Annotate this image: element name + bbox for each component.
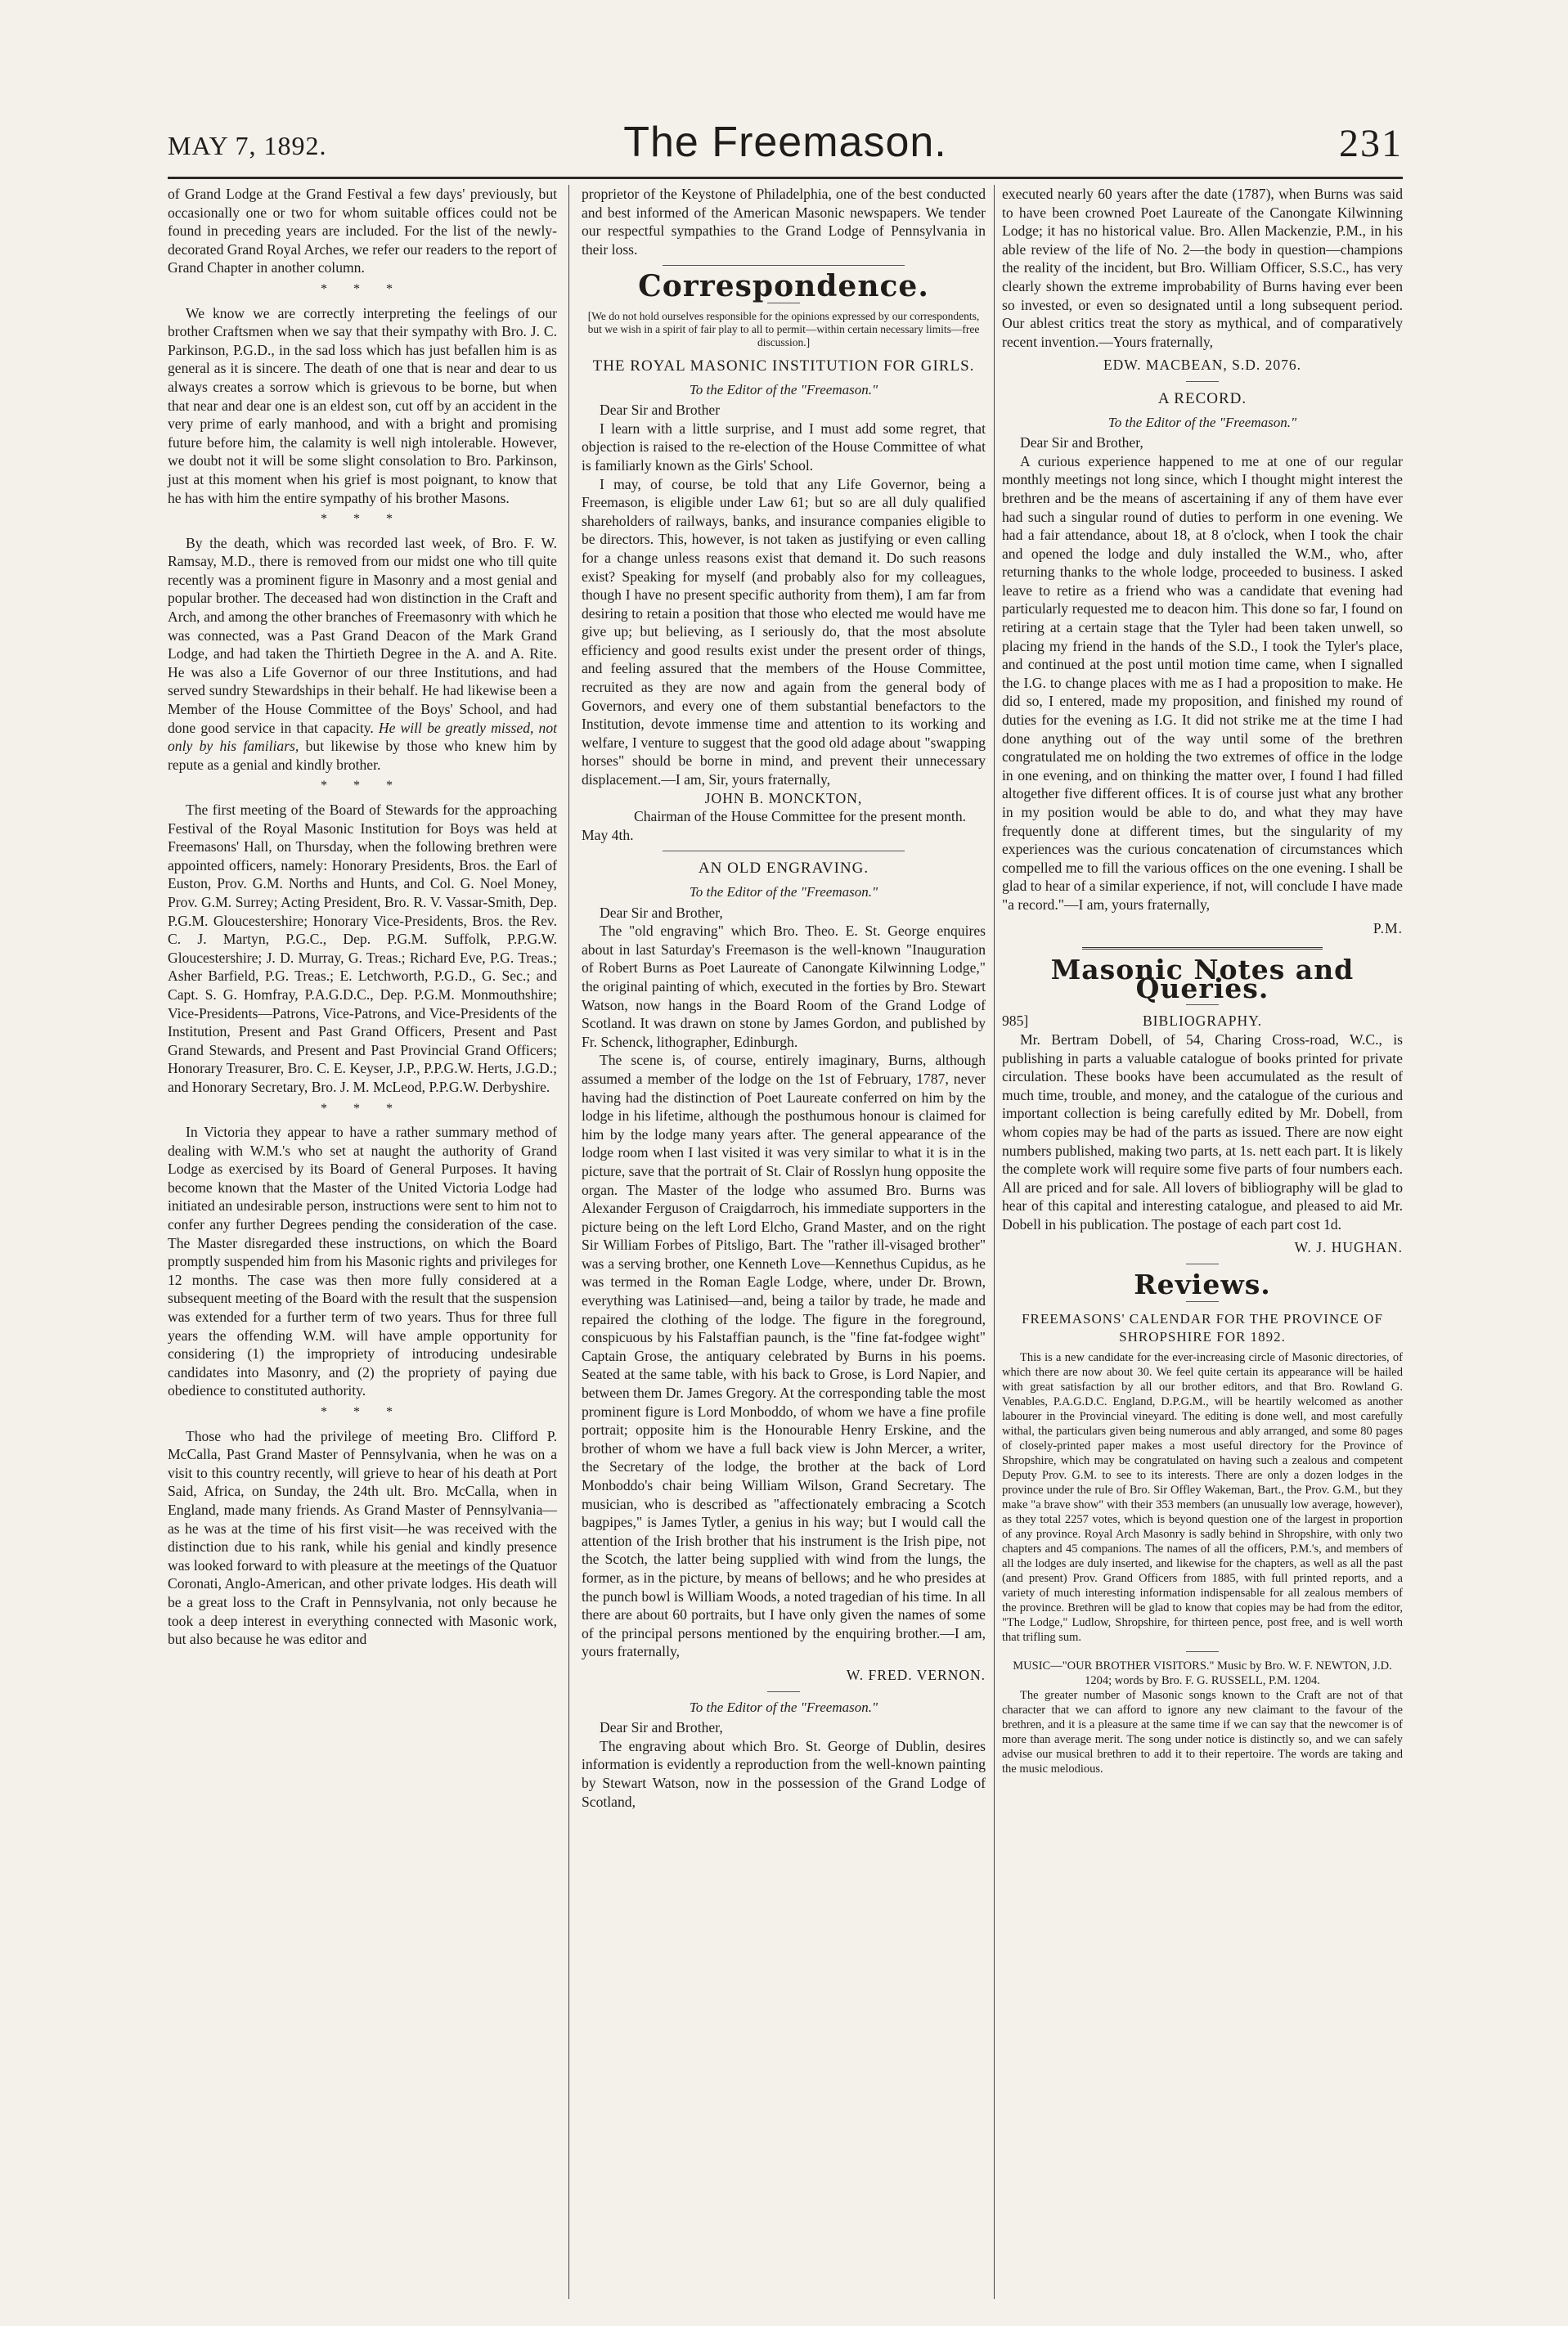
column-rule-2 <box>994 185 995 2299</box>
review-paragraph: This is a new candidate for the ever-increasing circle of Masonic directories, of which there are now about 30. We feel quite certain its appearance will be hailed with great satisfaction by all our brother editors, and that Bro. Rowland G. Venables, P.A.G.D.C. England, D.P.G.M., will be heartily welcomed as another labourer in the Provincial vineyard. The editing is done well, and most carefully withal, the particulars given being numerous and ably arranged, and some 80 pages of closely-printed paper makes a most useful directory for the Province of Shropshire, which may be congratulated on having such a zealous and competent Deputy Prov. G.M. to see to its interests. There are only a dozen lodges in the province under the rule of Bro. Sir Offley Wakeman, Bart., the Prov. G.M., but they make "a brave show" with their 353 members (an unusually low average, however), as they total 2257 votes, which is beyond question one of the largest in proportion of any province. Royal Arch Masonry is sadly behind in Shropshire, with only two chapters and 45 companions. The names of all the officers, P.M.'s, and members of all the lodges are duly inserted, and likewise for the chapters, as well as all the past (and present) Prov. Grand Officers from 1885, with full printed reports, and a variety of much interesting information indispensable for all zealous members of the province. Brethren will be glad to know that copies may be had from the editor, "The Lodge," Ludlow, Shropshire, for thirteen pence, post free, and is well worth that trifling sum. <box>1002 1350 1403 1644</box>
page-header <box>168 119 1403 173</box>
letter-addressee: To the Editor of the "Freemason." <box>689 381 878 397</box>
letter-salutation: Dear Sir and Brother, <box>600 1719 723 1736</box>
column-3 <box>1002 185 1403 1776</box>
review-heading-calendar: FREEMASONS' CALENDAR FOR THE PROVINCE OF SHROPSHIRE FOR 1892. <box>1022 1310 1383 1345</box>
letter-addressee: To the Editor of the "Freemason." <box>689 884 878 900</box>
issue-date: MAY 7, 1892. <box>168 131 327 160</box>
paragraph-victoria: In Victoria they appear to have a rather summary method of dealing with W.M.'s who set at naught the authority of Grand Lodge as exercised by its Board of General Purposes. It having become known that the Master of the United Victoria Lodge had initiated an undesirable person, instructions were sent to him not to confer any further Degrees pending the consideration of the case. The Master disregarded these instructions, on which the Board promptly suspended him from his Masonic rights and privileges for 12 months. The case was then more fully considered at a subsequent meeting of the Board with the result that the suspension was extended for a further term of two years. Thus for three full years the offending W.M. will have ample opportunity for considering (1) the impropriety of introducing undesirable candidates into Masonry, and (2) the propriety of paying due obedience to constituted authority. <box>168 1124 557 1399</box>
letter-paragraph: executed nearly 60 years after the date (1787), when Burns was said to have been crowned Poet Laureate of the Canongate Kilwinning Lodge; it has no historical value. Bro. Allen Mackenzie, P.M., in his able review of the life of No. 2—the body in question—champions the reality of the incident, but Bro. William Officer, S.S.C., has very clearly shown the extreme improbability of Burns having ever been so invested, or even so designated until a long subsequent period. Our ablest critics treat the story as mythical, and of comparatively recent invention.—Yours fraternally, <box>1002 186 1403 350</box>
section-heading-reviews: Reviews. <box>1134 1269 1271 1301</box>
star-divider: * * * <box>321 779 404 793</box>
divider <box>1186 1651 1219 1652</box>
editor-disclaimer: [We do not hold ourselves responsible for the opinions expressed by our correspondents, but we wish in a spirit of fair play to all to permit—within certain necessary limits—free discussion.] <box>587 309 980 348</box>
letter-signature: P.M. <box>1373 919 1403 936</box>
letter-date: May 4th. <box>582 826 634 843</box>
column-2 <box>582 185 986 1811</box>
double-rule <box>1082 947 1323 950</box>
letter-salutation: Dear Sir and Brother, <box>1020 434 1143 451</box>
letter-signature: W. FRED. VERNON. <box>846 1666 986 1683</box>
query-signature: W. J. HUGHAN. <box>1294 1239 1403 1256</box>
query-number: 985] <box>1002 1013 1029 1030</box>
star-divider: * * * <box>321 281 404 296</box>
query-title: BIBLIOGRAPHY. <box>1142 1013 1263 1030</box>
query-heading <box>1002 1012 1403 1031</box>
column-1 <box>168 185 557 1649</box>
signer-role: Chairman of the House Committee for the present month. <box>633 808 967 825</box>
masthead-title: The Freemason. <box>623 119 947 166</box>
section-heading-correspondence: Correspondence. <box>638 269 929 304</box>
page-number: 231 <box>1339 122 1403 165</box>
letter-paragraph: The "old engraving" which Bro. Theo. E. St. George enquires about in last Saturday's Freemason is the well-known "Inauguration of Robert Burns as Poet Laureate of Canongate Kilwinning Lodge," the original painting of which, executed in the forties by Bro. Stewart Watson, now hangs in the Board Room of the Grand Lodge of Scotland. It was drawn on stone by James Gordon, and published by Fr. Schenck, lithographer, Edinburgh. <box>582 923 986 1050</box>
letter-signature: EDW. MACBEAN, S.D. 2076. <box>1103 357 1302 374</box>
paragraph-board-of-stewards: The first meeting of the Board of Stewards for the approaching Festival of the Royal Masonic Institution for Boys was held at Freemasons' Hall, on Thursday, when the following brethren were appointed officers, namely: Honorary Presidents, Bros. the Earl of Euston, Prov. G.M. Norths and Hunts, and Col. G. Noel Money, Prov. G.M. Surrey; Acting President, Bro. R. V. Vassar-Smith, Dep. P.G.M. Gloucestershire; Honorary Vice-Presidents, Bros. the Rev. C. J. Martyn, P.G.C., Dep. P.G.M. Suffolk, P.P.G.W. Gloucestershire; J. D. Murray, G. Treas.; Richard Eve, P.G. Treas.; Asher Barfield, P.G. Treas.; E. Letchworth, P.G.D., G. Sec.; and Capt. S. G. Homfray, P.A.G.D.C., Dep. P.G.M. Monmouthshire; Vice-Presidents—Patrons, Vice-Patrons, and Vice-Presidents of the Institution, Present and Past Grand Officers, Present and Past Grand Stewards, and Present and Past Provincial Grand Officers; Honorary Treasurer, Bro. C. E. Keyser, J.P., P.P.G.W. Herts, J.G.D.; and Honorary Secretary, Bro. J. M. McLeod, P.P.G.W. Derbyshire. <box>168 802 557 1095</box>
letter-addressee: To the Editor of the "Freemason." <box>1107 414 1297 430</box>
star-divider: * * * <box>321 512 404 527</box>
letter-salutation: Dear Sir and Brother <box>600 402 721 419</box>
divider <box>1186 1004 1219 1005</box>
review-paragraph: The greater number of Masonic songs known to the Craft are not of that character that we can afford to ignore any new claimant to the favour of the brethren, and it is a pleasure at the same time if we can say that the newcomer is of more than average merit. The song under notice is distinctly so, and we can safely advise our musical brethren to add it to their repertoire. The words are taking and the music melodious. <box>1002 1688 1403 1776</box>
letter-addressee: To the Editor of the "Freemason." <box>689 1699 878 1715</box>
letter-paragraph: A curious experience happened to me at one of our regular monthly meetings not long since, which I thought might interest the brethren and be the means of ascertaining if any of them have ever had such a singular round of duties to perform in one evening. We had a fair attendance, about 18, at 8 o'clock, when I took the chair and opened the lodge and duly installed the W.M., who, after returning thanks to the whole lodge, proceeded to business. I asked leave to retire as a friend who was a candidate that evening had particularly requested me to deacon him. This done so far, I found on retiring at a certain stage that the Tyler had been taken unwell, so placing my friend in the hands of the S.D., I took the Tyler's place, and continued at the post until motion time came, when I signalled the I.G. to change places with me as I had a proposition to make. He did so, I entered, made my proposition, and finished my round of duties for the evening as I.G. It did not strike me at the time I had done anything out of the way until some of the brethren congratulated me on holding the two extremes of office in the lodge in one evening, and on thinking the matter over, I found I had filled altogether five different offices. It is of course just what any brother in my position would be able to do, and what they may have frequently done at different times, but the singularity of my experiences was the curious concatenation of circumstances which compelled me to fill the various offices on the one evening. I shall be glad to hear of a similar experience, if not, will conclude I have made "a record."—I am, yours fraternally, <box>1002 452 1403 913</box>
paragraph-grand-lodge: of Grand Lodge at the Grand Festival a few days' previously, but occasionally one or two for whom suitable offices could not be found in preceding years are included. For the list of the newly-decorated Grand Royal Arches, we refer our readers to the report of Grand Chapter in another column. <box>168 186 557 276</box>
letter-paragraph: The engraving about which Bro. St. George of Dublin, desires information is evidently a reproduction from the well-known painting by Stewart Watson, now in the possession of the Grand Lodge of Scotland, <box>582 1737 986 1810</box>
ramsay-end: but likewise by those who knew him by repute as a genial and kindly brother. <box>168 738 557 773</box>
letter-paragraph: I learn with a little surprise, and I must add some regret, that objection is raised to the re-election of the House Committee of what is familiarly known as the Girls' School. <box>582 420 986 474</box>
divider <box>767 1691 800 1692</box>
divider <box>1186 381 1219 382</box>
letter-signature: JOHN B. MONCKTON, <box>704 789 863 806</box>
divider <box>663 265 905 266</box>
letter-heading-record: A RECORD. <box>1157 389 1247 407</box>
ramsay-italic: He will be greatly missed, not only by his familiars, <box>168 719 558 755</box>
divider <box>1186 1301 1219 1302</box>
letter-heading-girls-institution: THE ROYAL MASONIC INSTITUTION FOR GIRLS. <box>592 357 975 375</box>
paragraph-mccalla: Those who had the privilege of meeting Bro. Clifford P. McCalla, Past Grand Master of Pennsylvania, when he was on a visit to this country recently, will grieve to hear of his death at Port Said, Africa, on Sunday, the 24th ult. Bro. McCalla, when in England, made many friends. As Grand Master of Pennsylvania—as he was at the time of his first visit—he was received with the distinction due to his rank, while his genial and kindly presence was looked forward to with pleasure at the meetings of the Quatuor Coronati, Anglo-American, and other private lodges. His death will be a great loss to the Craft in Pennsylvania, not only because he took a deep interest in everything connected with Masonic work, but also because he was editor and <box>168 1427 557 1648</box>
paragraph-ramsay <box>168 534 557 775</box>
column-rule-1 <box>568 185 569 2299</box>
header-rule <box>168 177 1403 179</box>
letter-salutation: Dear Sir and Brother, <box>600 904 723 921</box>
letter-paragraph: I may, of course, be told that any Life Governor, being a Freemason, is eligible under Law 61; but so are all duly qualified shareholders of railways, banks, and insurance companies eligible to be directors. This, however, is not taken as justifying or even calling for a change unless reasons exist that demand it. Do such reasons exist? Speaking for myself (and probably also for my colleagues, though I have no present specific authority from them), I am far from desiring to retain a position that those who elected me would have me give up; but believing, as I seriously do, that the most absolute efficiency and good results exist under the present order of things, and feeling assured that the members of the House Committee, recruited as they are now and again from the general body of Governors, and every one of them substantial benefactors to the Institution, devote immense time and attention to its working and welfare, I venture to suggest that the good old adage about "swapping horses" should be borne in mind, and prevent their unnecessary displacement.—I am, Sir, yours fraternally, <box>582 475 986 788</box>
paragraph-keystone: proprietor of the Keystone of Philadelphia, one of the best conducted and best informed of the American Masonic newspapers. We tender our respectful sympathies to the Grand Lodge of Pennsylvania in their loss. <box>582 186 986 258</box>
query-paragraph: Mr. Bertram Dobell, of 54, Charing Cross-road, W.C., is publishing in parts a valuable catalogue of books printed for private circulation. These books have been accumulated as the result of much time, trouble, and money, and the catalogue of the curious and important collection is being carefully edited by Mr. Dobell, from whom copies may be had of the parts as issued. There are now eight numbers published, making two parts, at 1s. nett each part. It is likely the complete work will require some five parts of four numbers each. All are priced and for sale. All lovers of bibliography will be glad to hear of this capital and interesting catalogue, and pleased to aid Mr. Dobell in his publication. The postage of each part cost 1d. <box>1002 1031 1403 1233</box>
star-divider: * * * <box>321 1101 404 1116</box>
ramsay-text: By the death, which was recorded last week, of Bro. F. W. Ramsay, M.D., there is removed from our midst one who till quite recently was a prominent figure in Masonry and a most genial and popular brother. The deceased had won distinction in the Craft and Arch, and among the other branches of Freemasonry with which he was connected, was a Past Grand Deacon of the Mark Grand Lodge, and had taken the Thirtieth Degree in the A. and A. Rite. He was also a Life Governor of our three Institutions, and had served sundry Stewardships in their behalf. He had likewise been a Member of the House Committee of the Boys' School, and had done good service in that capacity. <box>168 534 557 736</box>
paragraph-parkinson: We know we are correctly interpreting the feelings of our brother Craftsmen when we say that their sympathy with Bro. J. C. Parkinson, P.G.D., in the sad loss which has just befallen him is as general as it is sincere. The death of one that is near and dear to us always creates a sorrow which is grievous to be borne, but when that near and dear one is an eldest son, cut off by an accident in the very prime of early manhood, and with a bright and promising future before him, the calamity is well nigh intolerable. However, we doubt not it will be some slight consolation to Bro. Parkinson, just at this moment when his grief is most poignant, to know that he has with him the entire sympathy of his brother Masons. <box>168 304 557 506</box>
section-heading-notes-queries: Masonic Notes and Queries. <box>1050 954 1355 1004</box>
star-divider: * * * <box>321 1405 404 1419</box>
letter-heading-old-engraving: AN OLD ENGRAVING. <box>698 860 869 878</box>
review-heading-music: MUSIC—"OUR BROTHER VISITORS." Music by Bro. W. F. NEWTON, J.D. 1204; words by Bro. F. G. RUSSELL, P.M. 1204. <box>1013 1659 1392 1687</box>
letter-paragraph: The scene is, of course, entirely imaginary, Burns, although assumed a member of the lodge on the 1st of February, 1787, never having had the distinction of Poet Laureate conferred on him by the lodge in his lifetime, although the posthumous honour is claimed for him by the lodge many years after. The general appearance of the lodge room when I last visited it was very similar to what it is in the picture, save that the portrait of St. Clair of Rosslyn hung opposite the organ. The Master of the lodge who assumed Bro. Burns was Alexander Ferguson of Craigdarroch, his immediate supporters in the picture being on the left Lord Elcho, Grand Master, and on the right Sir William Forbes of Pitsligo, Bart. The "rather ill-visaged brother" was a serving brother, one Kenneth Love—Kennethus Cupidus, as he was termed in the Roman Eagle Lodge, where, under Dr. Brown, everything was Latinised—and, being a tailor by trade, he made and repaired the clothing of the lodge. The figure in the foreground, conspicuous by his Falstaffian paunch, is the "fine fat-fodgee wight" Captain Grose, the antiquary celebrated by Burns in his poems. Seated at the same table, with his back to Grose, is Lord Napier, and between them Dr. James Gregory. At the corresponding table the most prominent figure is Lord Monboddo, of whom we have a fine profile portrait; opposite him is the Honourable Henry Erskine, and the brother of whom we have a full back view is John Mercer, a writer, the Secretary of the lodge, the brother at the back of Lord Monboddo's chair being William Wilson, Grand Secretary. The musician, who is described as "affectionately embracing a Scotch bagpipes," is James Tytler, a genius in his way; but I would call the attention of the Irish brother that his instrument is the Irish pipe, not the Scotch, the latter being supplied with wind from the lungs, the former, as in the picture, by means of bellows; and he who presides at the punch bowl is William Woods, a noted tragedian of his time. In all there are about 60 portraits, but I have only given the names of some of the principal persons mentioned by the enquiring brother.—I am, yours fraternally, <box>582 1052 986 1660</box>
